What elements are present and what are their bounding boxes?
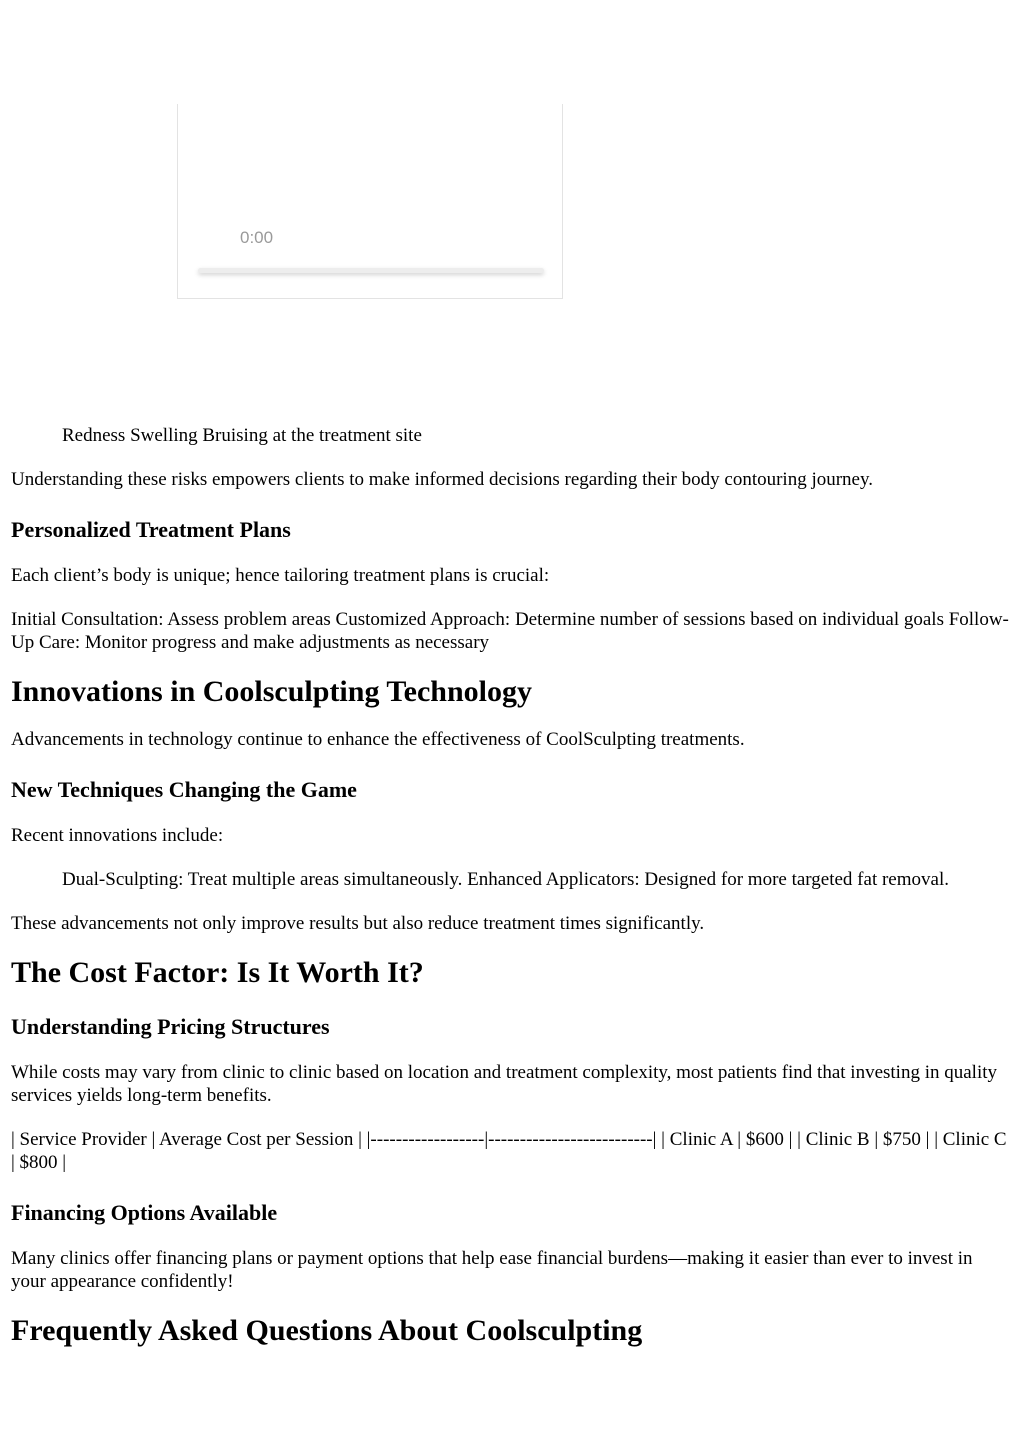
new-techniques-heading: New Techniques Changing the Game [11,777,357,802]
innovations-intro: Advancements in technology continue to enhance the effectiveness of CoolSculpting treatments. [11,729,745,750]
cost-factor-heading: The Cost Factor: Is It Worth It? [11,956,424,989]
video-progress-bar[interactable] [198,268,544,273]
pricing-table-text: | Service Provider | Average Cost per Session | |------------------|--------------------------| | Clinic A | $600 | | Clinic B | $750 | | Clinic C | $800 | [11,1129,1007,1173]
video-time-display: 0:00 [240,228,274,247]
techniques-list: Dual-Sculpting: Treat multiple areas simultaneously. Enhanced Applicators: Designed for more targeted fat removal. [62,869,949,890]
financing-heading: Financing Options Available [11,1200,278,1225]
personalized-steps: Initial Consultation: Assess problem areas Customized Approach: Determine number of sessions based on individual goals Follow-Up Care: Monitor progress and make adjustments as necessary [11,609,1009,653]
side-effects-list: Redness Swelling Bruising at the treatment site [62,425,422,446]
innovations-heading: Innovations in Coolsculpting Technology [11,675,533,708]
risks-paragraph: Understanding these risks empowers clients to make informed decisions regarding their body contouring journey. [11,469,874,490]
personalized-plans-heading: Personalized Treatment Plans [11,517,291,542]
personalized-intro: Each client’s body is unique; hence tailoring treatment plans is crucial: [11,565,550,586]
faq-heading: Frequently Asked Questions About Coolsculpting [11,1314,643,1347]
techniques-intro: Recent innovations include: [11,825,224,846]
video-player[interactable] [177,104,563,299]
pricing-structures-heading: Understanding Pricing Structures [11,1014,330,1039]
techniques-note: These advancements not only improve results but also reduce treatment times significantly. [11,913,705,934]
financing-paragraph: Many clinics offer financing plans or payment options that help ease financial burdens—making it easier than ever to invest in your appearance confidently! [11,1248,973,1292]
article-content [11,424,1011,1349]
pricing-paragraph: While costs may vary from clinic to clinic based on location and treatment complexity, most patients find that investing in quality services yields long-term benefits. [11,1062,998,1106]
